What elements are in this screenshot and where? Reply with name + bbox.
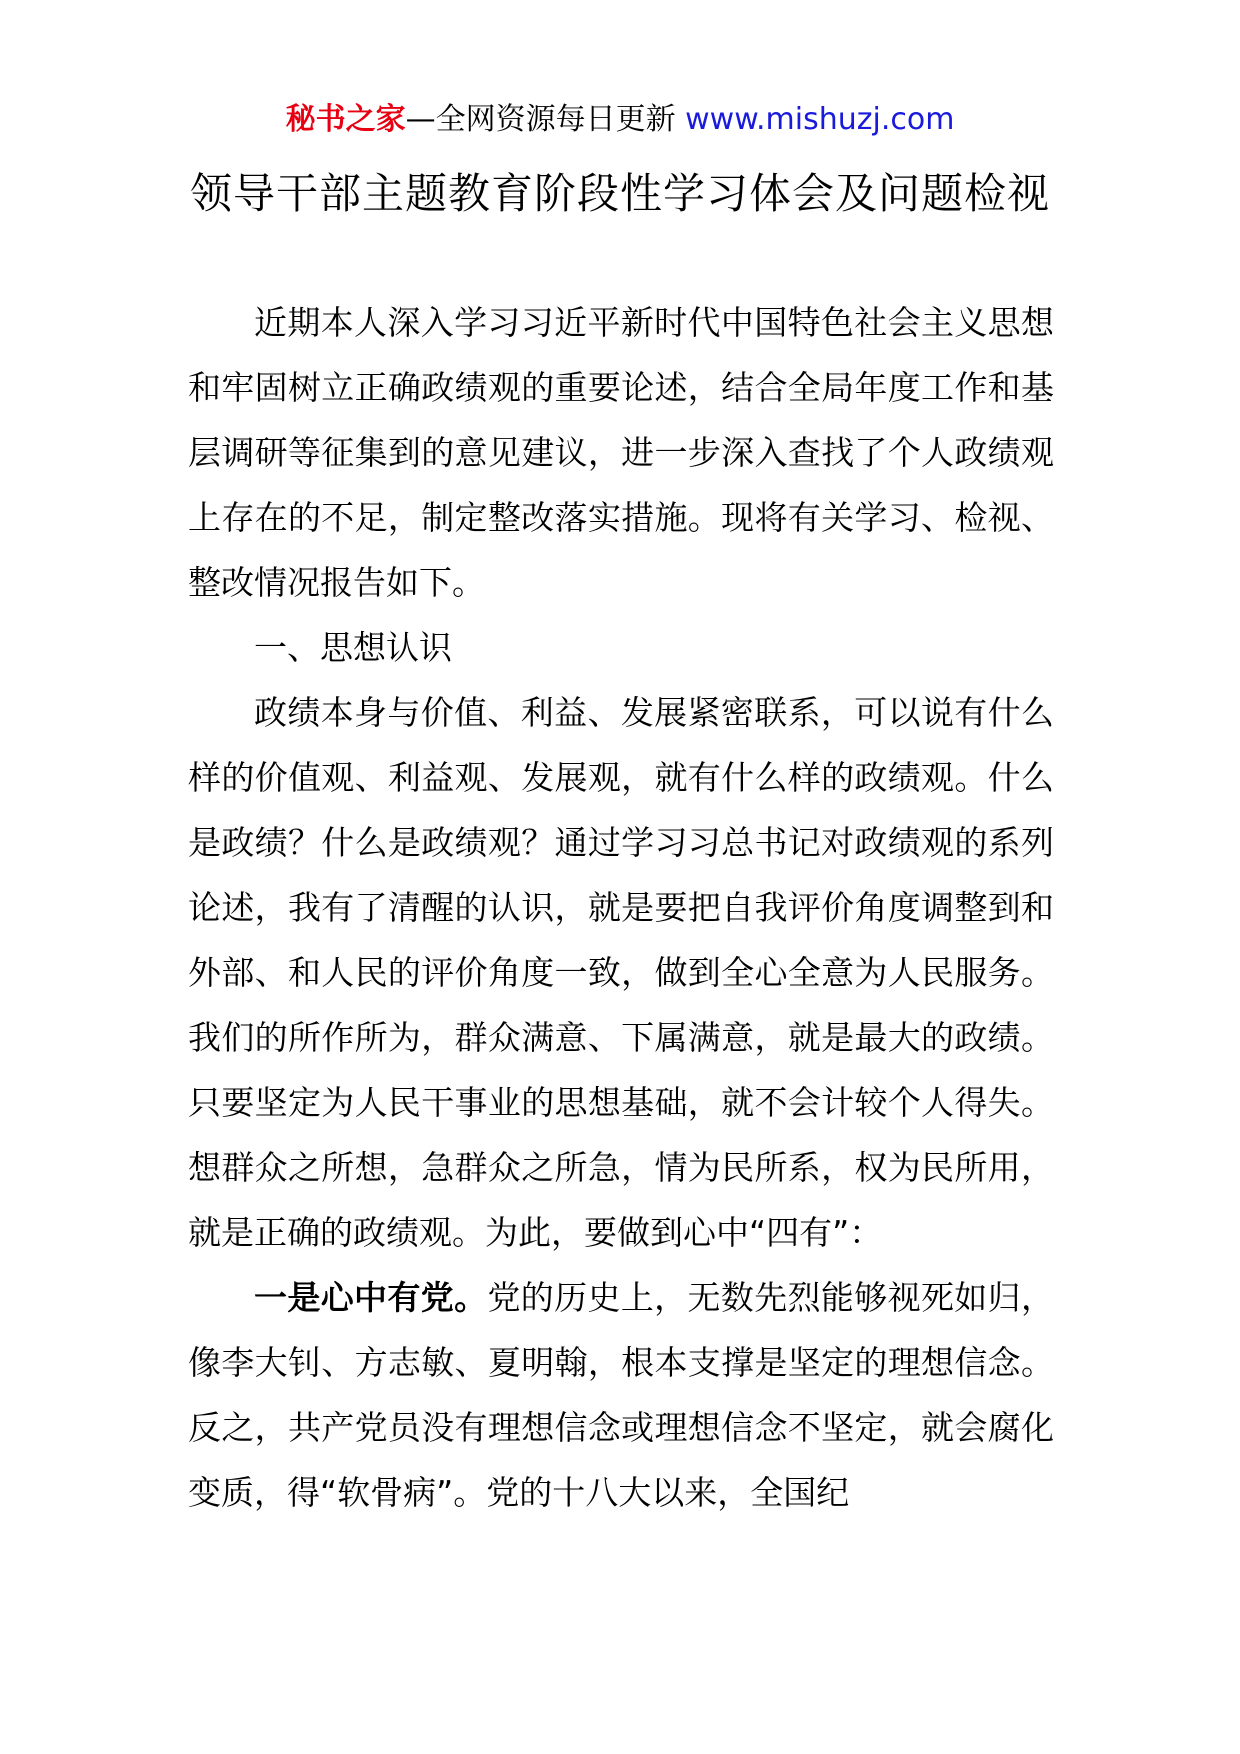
section-heading-thought: 一、思想认识 <box>254 628 452 667</box>
document-body <box>188 290 1054 1525</box>
brand-name: 秘书之家 <box>285 102 406 137</box>
document-title: 领导干部主题教育阶段性学习体会及问题检视 <box>189 169 1050 218</box>
site-header <box>0 100 1240 140</box>
point-paragraph <box>188 1265 1054 1525</box>
site-url-link[interactable]: www.mishuzj.com <box>685 102 955 137</box>
section-paragraph: 政绩本身与价值、利益、发展紧密联系，可以说有什么样的价值观、利益观、发展观，就有什么样的政绩观。什么是政绩？什么是政绩观？通过学习习总书记对政绩观的系列论述，我有了清醒的认识，就是要把自我评价角度调整到和外部、和人民的评价角度一致，做到全心全意为人民服务。我们的所作所为，群众满意、下属满意，就是最大的政绩。只要坚定为人民干事业的思想基础，就不会计较个人得失。想群众之所想，急群众之所急，情为民所系，权为民所用，就是正确的政绩观。为此，要做到心中“四有”： <box>188 693 1054 1252</box>
point-text: 党的历史上，无数先烈能够视死如归，像李大钊、方志敏、夏明翰，根本支撑是坚定的理想信念。反之，共产党员没有理想信念或理想信念不坚定，就会腐化变质，得“软骨病”。党的十八大以来，全国纪 <box>188 1278 1055 1512</box>
site-slogan: —全网资源每日更新 <box>405 102 686 137</box>
point-lead: 一是心中有党。 <box>254 1278 488 1317</box>
intro-paragraph: 近期本人深入学习习近平新时代中国特色社会主义思想和牢固树立正确政绩观的重要论述，结合全局年度工作和基层调研等征集到的意见建议，进一步深入查找了个人政绩观上存在的不足，制定整改落实措施。现将有关学习、检视、整改情况报告如下。 <box>188 303 1054 602</box>
